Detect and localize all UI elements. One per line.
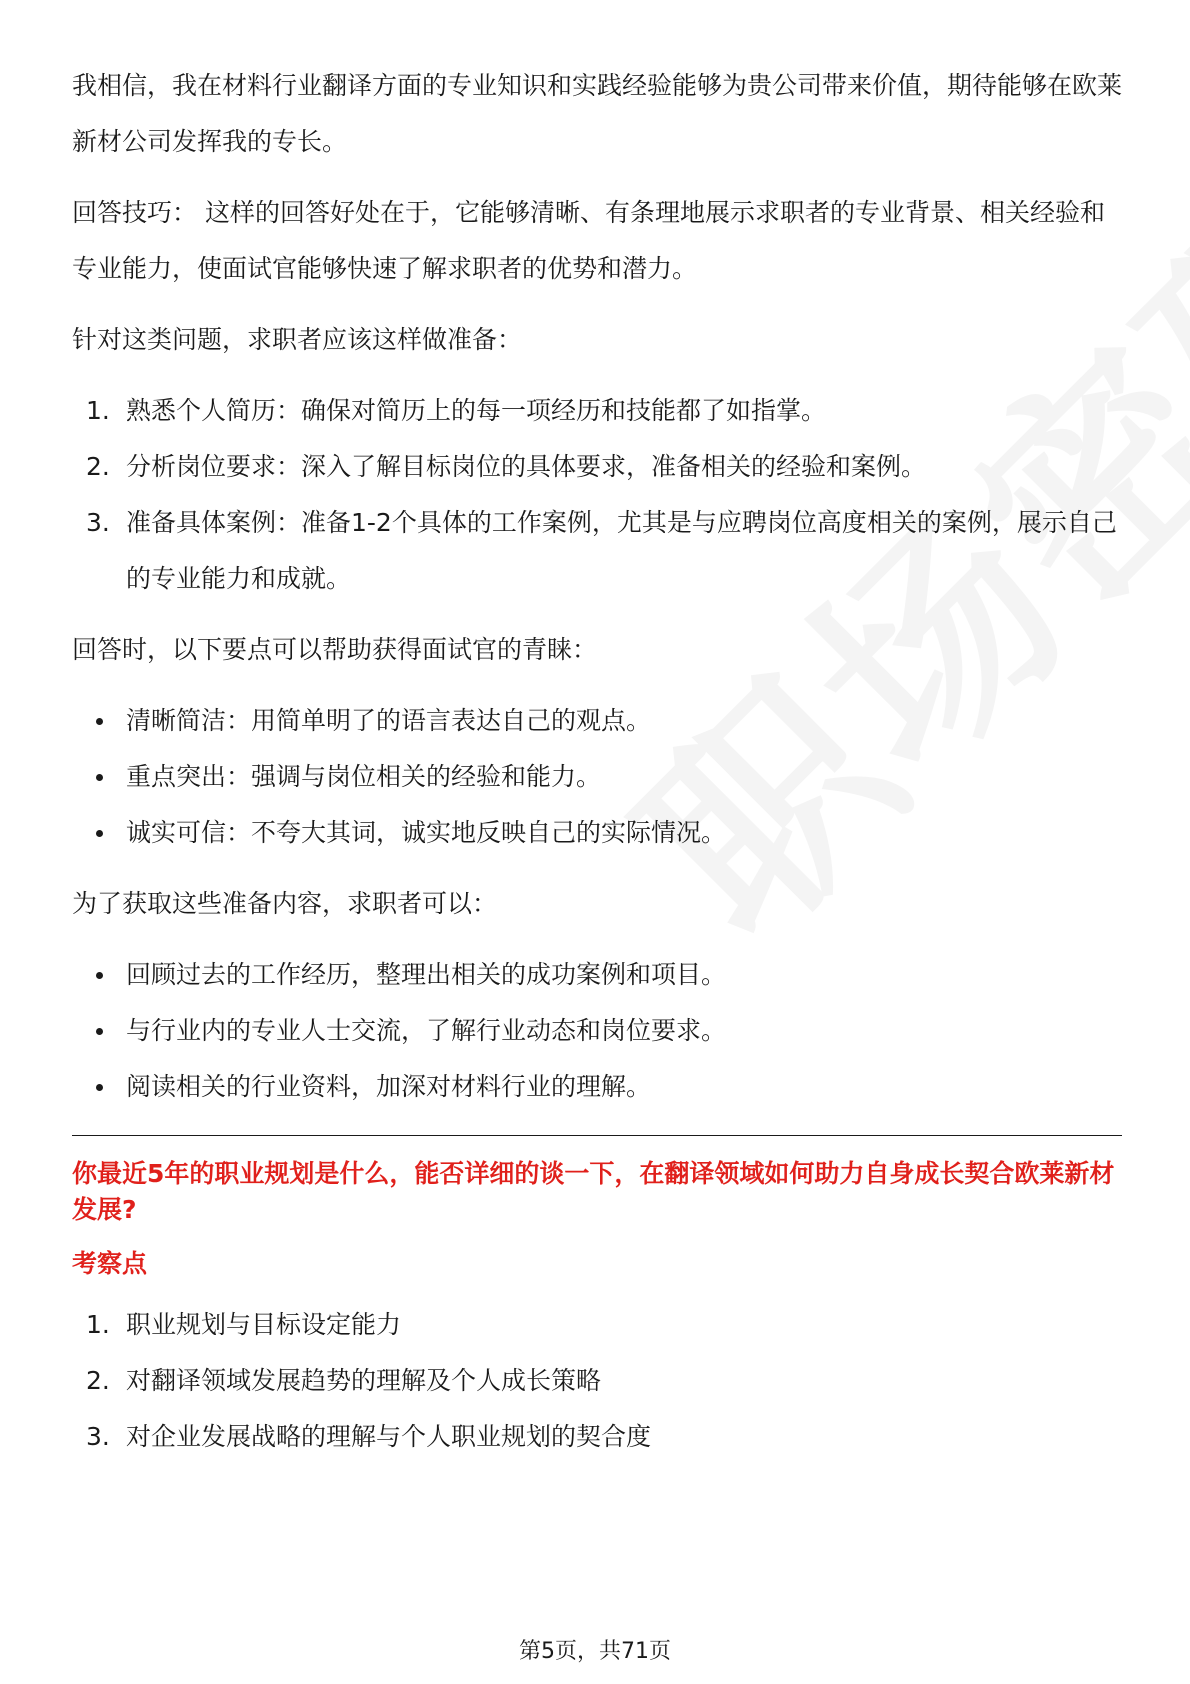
list-item: [72, 383, 1122, 439]
list-item-text: 熟悉个人简历：确保对简历上的每一项经历和技能都了如指掌。: [126, 396, 827, 425]
bullet-icon: [96, 830, 103, 837]
list-item: [72, 749, 1122, 805]
page-number: 第5页，共71页: [519, 1639, 671, 1664]
prep-intro: 针对这类问题，求职者应该这样做准备：: [72, 325, 523, 354]
list-number: 3.: [86, 508, 110, 537]
bullet-icon: [96, 972, 103, 979]
answer-tip: 回答技巧： 这样的回答好处在于，它能够清晰、有条理地展示求职者的专业背景、相关经验和专业能力，使面试官能够快速了解求职者的优势和潜力。: [72, 198, 1105, 283]
list-number: 3.: [86, 1422, 110, 1451]
list-item-text: 准备具体案例：准备1-2个具体的工作案例，尤其是与应聘岗位高度相关的案例，展示自己的专业能力和成就。: [126, 508, 1117, 593]
list-item-text: 清晰简洁：用简单明了的语言表达自己的观点。: [126, 706, 652, 735]
answer-intro: 回答时，以下要点可以帮助获得面试官的青睐：: [72, 635, 598, 664]
section-divider: [72, 1135, 1122, 1136]
list-number: 2.: [86, 452, 110, 481]
page-content: [72, 58, 1122, 1480]
list-item: [72, 495, 1122, 607]
list-number: 1.: [86, 1310, 110, 1339]
answer-points-list: [72, 693, 1122, 861]
list-item-text: 重点突出：强调与岗位相关的经验和能力。: [126, 762, 602, 791]
list-number: 1.: [86, 396, 110, 425]
list-item-text: 对翻译领域发展趋势的理解及个人成长策略: [126, 1366, 602, 1395]
list-item: [72, 439, 1122, 495]
list-item-text: 对企业发展战略的理解与个人职业规划的契合度: [126, 1422, 652, 1451]
bullet-icon: [96, 718, 103, 725]
list-item: [72, 693, 1122, 749]
list-item: [72, 805, 1122, 861]
list-number: 2.: [86, 1366, 110, 1395]
question-heading: 你最近5年的职业规划是什么，能否详细的谈一下，在翻译领域如何助力自身成长契合欧莱新材发展?: [72, 1159, 1115, 1224]
bullet-icon: [96, 1084, 103, 1091]
bullet-icon: [96, 1028, 103, 1035]
list-item: [72, 1059, 1122, 1115]
list-item-text: 分析岗位要求：深入了解目标岗位的具体要求，准备相关的经验和案例。: [126, 452, 927, 481]
list-item-text: 阅读相关的行业资料，加深对材料行业的理解。: [126, 1072, 652, 1101]
list-item: [72, 1003, 1122, 1059]
list-item: [72, 1409, 1122, 1465]
list-item-text: 职业规划与目标设定能力: [126, 1310, 402, 1339]
bullet-icon: [96, 774, 103, 781]
list-item: [72, 947, 1122, 1003]
list-item: [72, 1297, 1122, 1353]
assessment-points-list: [72, 1297, 1122, 1465]
gather-points-list: [72, 947, 1122, 1115]
prep-list: [72, 383, 1122, 607]
list-item: [72, 1353, 1122, 1409]
list-item-text: 诚实可信：不夸大其词，诚实地反映自己的实际情况。: [126, 818, 727, 847]
gather-intro: 为了获取这些准备内容，求职者可以：: [72, 889, 498, 918]
assessment-points-heading: 考察点: [72, 1249, 148, 1278]
list-item-text: 回顾过去的工作经历，整理出相关的成功案例和项目。: [126, 960, 727, 989]
closing-statement: 我相信，我在材料行业翻译方面的专业知识和实践经验能够为贵公司带来价值，期待能够在欧莱新材公司发挥我的专长。: [72, 71, 1123, 156]
list-item-text: 与行业内的专业人士交流，了解行业动态和岗位要求。: [126, 1016, 727, 1045]
